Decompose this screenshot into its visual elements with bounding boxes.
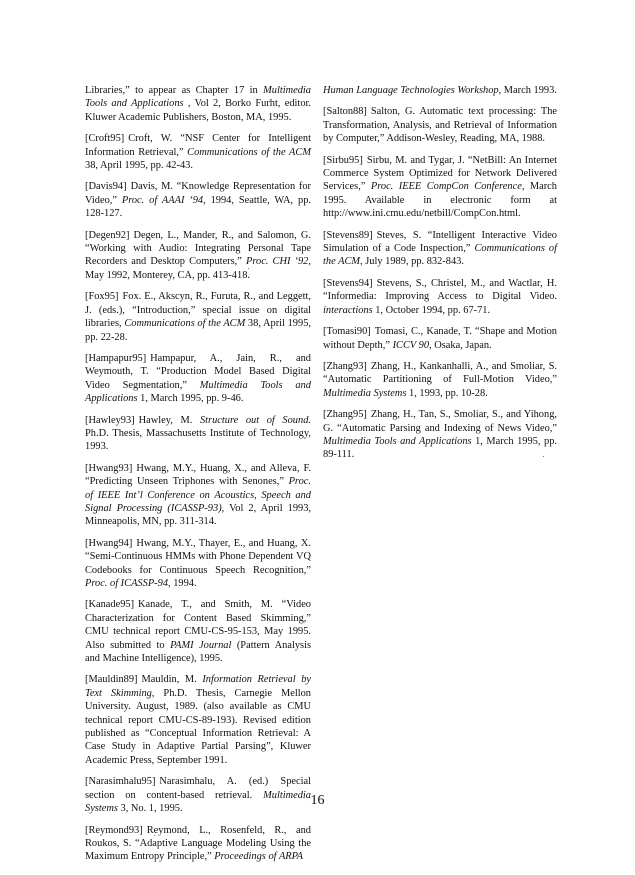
reference-text: , March 1995. Available in electronic form at http://www.ini.cmu.edu/netbill/CompCon.html. <box>323 181 557 220</box>
reference-text: 1, October 1994, pp. 67-71. <box>372 304 491 316</box>
references-right-column <box>323 84 557 470</box>
reference-entry <box>323 325 557 352</box>
reference-text: , Ph.D. Thesis, Carnegie Mellon University. August, 1989. (also available as CMU technical report CMU-CS-89-193). Revised edition published as “Conceptual Information Retrieval: A Case Study in Adaptive Partial Parsing”, Kluwer Academic Press, September 1991. <box>85 687 312 766</box>
reference-text: , Vol 2, April 1993, Minneapolis, MN, pp. 311-314. <box>85 502 311 528</box>
reference-tag: [Zhang93] <box>323 360 367 372</box>
reference-tag: [Zhang95] <box>323 409 367 421</box>
reference-italic-text: Communications of the ACM <box>124 318 246 330</box>
reference-tag: [Croft95] <box>85 133 125 145</box>
reference-entry <box>323 84 557 97</box>
reference-italic-text: Proc. of AAAI ‘94 <box>121 194 204 206</box>
reference-text: Zhang, H., Tan, S., Smoliar, S., and Yihong, G. “Automatic Parsing and Indexing of News Video,” <box>323 409 557 434</box>
reference-entry <box>85 180 311 220</box>
reference-italic-text: Proc. of ICASSP-94 <box>85 578 169 589</box>
reference-text: Reymond, L., Rosenfeld, R., and Roukos, S. “Adaptive Language Modeling Using the Maximum Entropy Principle,” <box>85 824 311 863</box>
reference-text: Libraries,” to appear as Chapter 17 in <box>85 85 264 96</box>
reference-tag: [Narasimhalu95] <box>85 776 156 788</box>
page-number: 16 <box>310 793 325 808</box>
reference-text: Hampapur, A., Jain, R., and Weymouth, T. “Production Model Based Digital Video Segmentation,” <box>85 352 311 391</box>
reference-text: Sirbu, M. and Tygar, J. “NetBill: An Internet Commerce System Optimized for Network Delivered Services,” <box>323 154 557 193</box>
scan-speck <box>543 456 544 457</box>
reference-text: Davis, M. “Knowledge Representation for Video,” <box>85 181 311 206</box>
reference-tag: [Hawley93] <box>85 414 135 426</box>
reference-text: Tomasi, C., Kanade, T. “Shape and Motion without Depth,” <box>323 326 557 351</box>
reference-italic-text: Communications of the ACM <box>187 146 311 158</box>
reference-text: 3, No. 1, 1995. <box>117 803 183 815</box>
reference-text: , 1994. <box>168 578 197 589</box>
reference-text: , Vol 2, Borko Furht, editor. Kluwer Academic Publishers, Boston, MA, 1995. <box>85 98 312 123</box>
reference-italic-text: Multimedia Systems <box>85 789 311 815</box>
reference-text: (Pattern Analysis and Machine Intelligence), 1995. <box>85 639 311 665</box>
reference-text: , March 1993. <box>498 85 557 96</box>
reference-entry <box>323 229 557 269</box>
reference-text: Narasimhalu, A. (ed.) Special section on content-based retrieval. <box>85 776 311 801</box>
reference-text: Zhang, H., Kankanhalli, A., and Smoliar, S. “Automatic Partitioning of Full-Motion Video,” <box>323 360 557 386</box>
reference-entry <box>85 537 311 591</box>
reference-tag: [Hwang94] <box>85 537 133 549</box>
reference-italic-text: Proc. IEEE CompCon Conference <box>370 181 522 193</box>
reference-tag: [Tomasi90] <box>323 326 371 338</box>
reference-tag: [Davis94] <box>85 181 127 193</box>
reference-italic-text: Human Language Technologies Workshop <box>323 85 499 96</box>
reference-entry <box>323 277 557 317</box>
reference-text: Hwang, M.Y., Thayer, E., and Huang, X. “Semi-Continuous HMMs with Phone Dependent VQ Codebooks for Continuous Speech Recognition,” <box>85 537 311 576</box>
reference-text: 1, March 1995, pp. 89-111. <box>323 435 557 461</box>
reference-text: Degen, L., Mander, R., and Salomon, G. “Working with Audio: Integrating Personal Tape Recorders and Desktop Computers,” <box>85 229 311 268</box>
reference-tag: [Stevens94] <box>323 277 373 289</box>
reference-text: Croft, W. “NSF Center for Intelligent Information Retrieval,” <box>85 133 311 158</box>
reference-text: Mauldin, M. <box>141 674 203 686</box>
reference-italic-text: Proc. CHI ‘92 <box>246 256 309 268</box>
reference-italic-text: Structure out of Sound. <box>199 414 311 426</box>
reference-entry <box>85 824 311 864</box>
reference-text: Steves, S. “Intelligent Interactive Video Simulation of a Code Inspection,” <box>323 229 557 255</box>
reference-tag: [Sirbu95] <box>323 154 363 166</box>
reference-tag: [Mauldin89] <box>85 674 138 686</box>
reference-tag: [Salton88] <box>323 106 367 118</box>
reference-entry <box>85 673 311 767</box>
reference-text: , Osaka, Japan. <box>429 339 492 351</box>
references-left-column <box>85 84 311 872</box>
reference-italic-text: Multimedia Tools and Applications <box>85 379 311 405</box>
reference-entry <box>85 462 311 529</box>
reference-entry <box>323 408 557 462</box>
reference-italic-text: Multimedia Tools and Applications <box>85 85 311 110</box>
reference-entry <box>85 229 311 283</box>
reference-text: Stevens, S., Christel, M., and Wactlar, H. “Informedia: Improving Access to Digital Video. <box>323 277 557 303</box>
reference-italic-text: Communications of the ACM <box>323 243 557 268</box>
reference-italic-text: Proceedings of ARPA <box>214 851 303 863</box>
reference-text: Fox. E., Akscyn, R., Furuta, R., and Leggett, J. (eds.), “Introduction,” special issue on digital libraries, <box>85 291 311 330</box>
reference-italic-text: Information Retrieval by Text Skimming <box>85 674 312 699</box>
reference-entry <box>323 154 557 221</box>
reference-italic-text: ICCV 90 <box>392 339 430 351</box>
reference-tag: [Degen92] <box>85 229 130 241</box>
reference-entry <box>85 598 311 665</box>
reference-text: 1, 1993, pp. 10-28. <box>406 387 488 399</box>
reference-italic-text: Proc. of IEEE Int’l Conference on Acoustics, Speech and Signal Processing (ICASSP-93) <box>85 476 311 514</box>
reference-text: Hwang, M.Y., Huang, X., and Alleva, F. “Predicting Unseen Triphones with Senones,” <box>85 462 311 488</box>
reference-entry <box>85 84 311 124</box>
scan-speck <box>154 835 155 836</box>
reference-text: 1, March 1995, pp. 9-46. <box>137 393 244 405</box>
reference-text: , 1994, Seattle, WA, pp. 128-127. <box>85 194 312 220</box>
reference-italic-text: interactions <box>323 304 373 316</box>
reference-text: 38, April 1995, pp. 22-28. <box>85 318 311 343</box>
scan-speck <box>248 268 249 269</box>
reference-text: Ph.D. Thesis, Massachusetts Institute of Technology, 1993. <box>85 427 311 453</box>
reference-tag: [Kanade95] <box>85 599 135 611</box>
reference-entry <box>85 414 311 454</box>
reference-text: , May 1992, Monterey, CA, pp. 413-418. <box>85 256 311 281</box>
reference-italic-text: Multimedia Systems <box>323 387 407 399</box>
reference-text: Hawley, M. <box>138 414 200 426</box>
reference-text: 38, April 1995, pp. 42-43. <box>85 160 193 172</box>
reference-entry <box>85 290 311 344</box>
reference-tag: [Fox95] <box>85 291 119 303</box>
reference-entry <box>323 360 557 400</box>
reference-tag: [Reymond93] <box>85 824 143 836</box>
reference-entry <box>85 352 311 406</box>
reference-text: , July 1989, pp. 832-843. <box>360 256 464 268</box>
reference-text: Salton, G. Automatic text processing: The Transformation, Analysis, and Retrieval of Information by Computer,” Addison-Wesley, Reading, MA, 1988. <box>323 106 557 145</box>
reference-italic-text: Multimedia Tools and Applications <box>323 435 472 447</box>
reference-tag: [Stevens89] <box>323 229 373 241</box>
reference-tag: [Hwang93] <box>85 462 133 474</box>
reference-entry <box>85 132 311 172</box>
reference-tag: [Hampapur95] <box>85 352 147 364</box>
reference-italic-text: PAMI Journal <box>170 639 232 651</box>
reference-entry <box>323 105 557 145</box>
reference-text: Kanade, T., and Smith, M. “Video Characterization for Content Based Skimming,” CMU technical report CMU-CS-95-153, May 1995. Also submitted to <box>85 599 311 651</box>
